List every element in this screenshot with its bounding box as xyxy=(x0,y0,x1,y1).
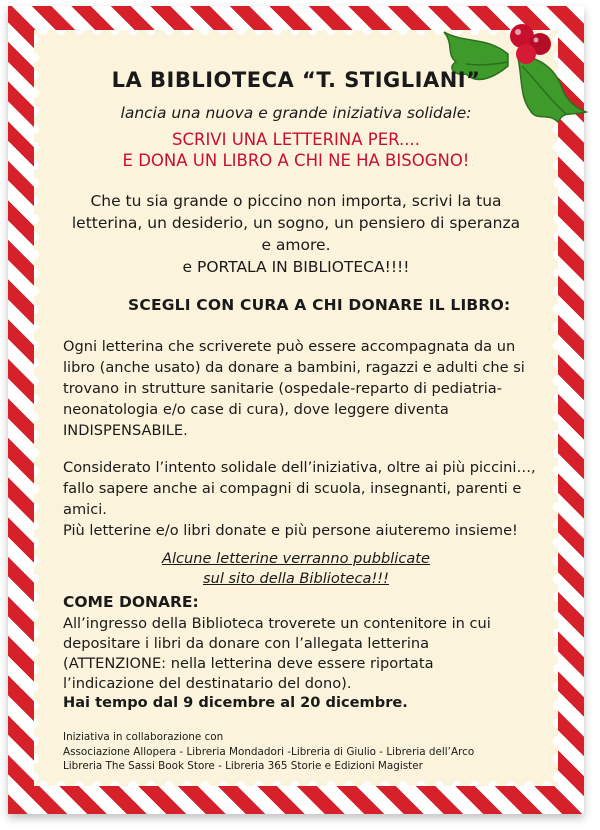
intro-line: e amore. xyxy=(261,236,331,254)
section-heading-choose: SCEGLI CON CURA A CHI DONARE IL LIBRO: xyxy=(128,296,511,314)
paragraph-line: Considerato l’intento solidale dell’iniziativa, oltre ai più piccini…, xyxy=(63,459,536,476)
paragraph-line: neonatologia e/o case di cura), dove leggere diventa xyxy=(63,401,449,418)
intro-line: letterina, un desiderio, un sogno, un pensiero di speranza xyxy=(71,214,521,232)
footer-line: Libreria The Sassi Book Store - Libreria 365 Storie e Edizioni Magister xyxy=(63,760,423,772)
publish-note: Alcune letterine verranno pubblicate xyxy=(162,550,430,567)
paragraph-line: Più letterine e/o libri donate e più persone aiuteremo insieme! xyxy=(63,522,518,539)
paragraph-line: All’ingresso della Biblioteca troverete un contenitore in cui xyxy=(63,615,491,632)
headline-red-1: SCRIVI UNA LETTERINA PER.... xyxy=(171,130,421,149)
headline-red-2: E DONA UN LIBRO A CHI NE HA BISOGNO! xyxy=(122,151,470,170)
paragraph-line: INDISPENSABILE. xyxy=(63,422,188,439)
paragraph-line: libro (anche usato) da donare a bambini, ragazzi e adulti che si xyxy=(63,359,525,376)
paragraph-line: amici. xyxy=(63,501,107,518)
deadline: Hai tempo dal 9 dicembre al 20 dicembre. xyxy=(63,694,408,711)
publish-note: sul sito della Biblioteca!!! xyxy=(202,570,389,587)
paragraph-line: trovano in strutture sanitarie (ospedale-reparto di pediatria- xyxy=(63,380,502,397)
intro-line: Che tu sia grande o piccino non importa, scrivi la tua xyxy=(90,192,502,210)
subtitle: lancia una nuova e grande iniziativa solidale: xyxy=(120,104,472,122)
paragraph-line: depositare i libri da donare con l’allegata letterina xyxy=(63,635,430,652)
paragraph-line: (ATTENZIONE: nella letterina deve essere riportata xyxy=(63,655,434,672)
paragraph-line: Ogni letterina che scriverete può essere accompagnata da un xyxy=(63,338,516,355)
intro-line: e PORTALA IN BIBLIOTECA!!!! xyxy=(182,258,410,276)
section-heading-how: COME DONARE: xyxy=(63,593,199,611)
paragraph-line: l’indicazione del destinatario del dono). xyxy=(63,675,352,692)
page-title: LA BIBLIOTECA “T. STIGLIANI” xyxy=(111,68,481,92)
footer-line: Associazione Allopera - Libreria Mondadori -Libreria di Giulio - Libreria dell’Arco xyxy=(63,746,475,758)
footer-line: Iniziativa in collaborazione con xyxy=(63,731,224,743)
paragraph-line: fallo sapere anche ai compagni di scuola, insegnanti, parenti e xyxy=(63,480,522,497)
